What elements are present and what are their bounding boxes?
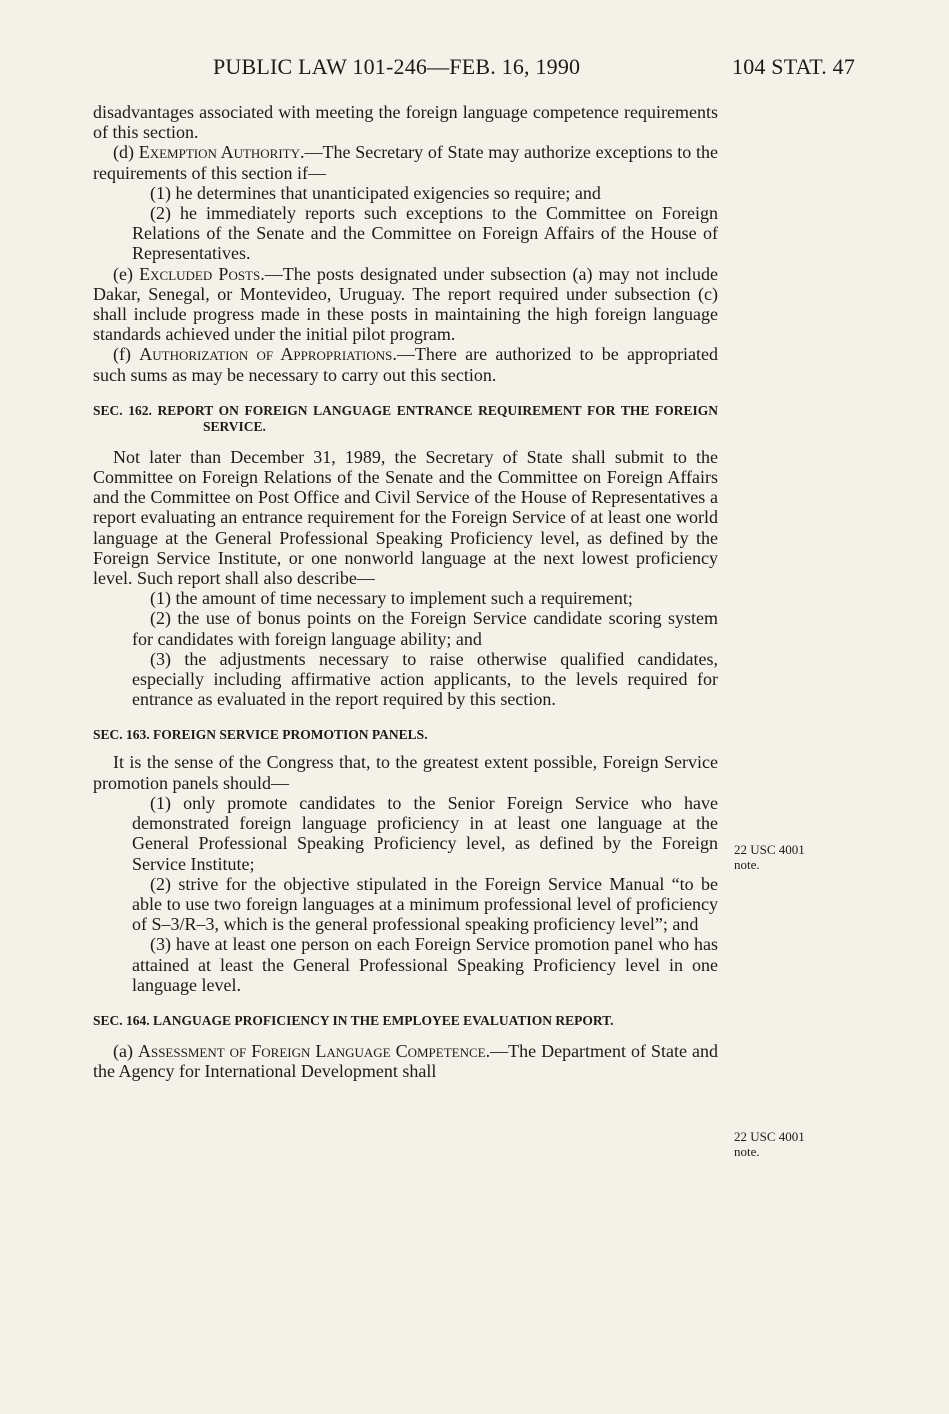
subsection-d-item-2: (2) he immediately reports such exceptions to the Committee on Foreign Relations of the Senate and the Committee on Foreign Affairs of the House of Representatives. [132,203,718,264]
margin-note-sec-163-note: note. [734,856,760,872]
section-164-heading: SEC. 164. LANGUAGE PROFICIENCY IN THE EMPLOYEE EVALUATION REPORT. [93,1012,614,1028]
margin-note-sec-164-citation: 22 USC 4001 [734,1129,805,1144]
subsection-e: (e) Excluded Posts.—The posts designated under subsection (a) may not include Dakar, Senegal, or Montevideo, Uruguay. The report required under subsection (c) shall include progress made in these posts in maintaining the high foreign language standards achieved under the initial pilot program. [93,263,718,345]
section-163-item-2: (2) strive for the objective stipulated in the Foreign Service Manual “to be able to use two foreign languages at a minimum professional level of proficiency of S–3/R–3, which is the general professional speaking proficiency level”; and [132,873,718,935]
section-163-item-1: (1) only promote candidates to the Senior Foreign Service who have demonstrated foreign language proficiency in at least one language at the General Professional Speaking Proficiency level, as defined by the Foreign Service Institute; [132,792,718,874]
subsection-f-text: There are authorized to be appropriated such sums as may be necessary to carry out this section. [93,344,718,385]
section-163-body: It is the sense of the Congress that, to the greatest extent possible, Foreign Service promotion panels should— [93,752,718,793]
margin-note-sec-163-citation: 22 USC 4001 [734,842,805,857]
subsection-d-heading: Exemption Authority [138,142,301,163]
section-162-item-3: (3) the adjustments necessary to raise otherwise qualified candidates, especially including affirmative action applicants, to the levels required for entrance as evaluated in the report required by this section. [132,648,718,710]
running-head [0,54,949,84]
margin-note-sec-164-note: note. [734,1143,760,1159]
section-162-item-2: (2) the use of bonus points on the Foreign Service candidate scoring system for candidates with foreign language ability; and [132,608,718,649]
section-162-body: Not later than December 31, 1989, the Secretary of State shall submit to the Committee on Foreign Relations of the Senate and the Committee on Foreign Affairs and the Committee on Post Office and Civil Service of the House of Representatives a report evaluating an entrance requirement for the Foreign Service of at least one world language at the General Professional Speaking Proficiency level, as defined by the Foreign Service Institute, or one nonworld language at the next lowest proficiency level. Such report shall also describe— [93,446,718,589]
margin-note-sec-163 [734,843,854,872]
section-163-item-3: (3) have at least one person on each Foreign Service promotion panel who has attained at least the General Professional Speaking Proficiency level in one language level. [132,934,718,995]
section-162-item-1: (1) the amount of time necessary to implement such a requirement; [150,588,633,609]
page-title: PUBLIC LAW 101-246—FEB. 16, 1990 [213,54,581,79]
section-163-heading: SEC. 163. FOREIGN SERVICE PROMOTION PANELS. [93,727,428,743]
section-164-subsection-a: (a) Assessment of Foreign Language Competence.—The Department of State and the Agency for International Development shall [93,1040,718,1082]
continued-paragraph: disadvantages associated with meeting the foreign language competence requirements of this section. [93,102,718,143]
subsection-d-item-1: (1) he determines that unanticipated exigencies so require; and [150,182,601,203]
subsection-a-heading: Assessment of Foreign Language Competence [137,1040,486,1061]
section-162-heading: SEC. 162. REPORT ON FOREIGN LANGUAGE ENTRANCE REQUIREMENT FOR THE FOREIGN SERVICE. [93,402,718,434]
statute-page-number: 104 STAT. 47 [732,54,856,79]
subsection-a-text: The Department of State and the Agency for International Development shall [93,1040,718,1082]
margin-note-sec-164 [734,1130,854,1159]
subsection-e-heading: Excluded Posts [139,263,261,284]
subsection-d-text: The Secretary of State may authorize exceptions to the requirements of this section if— [93,142,718,183]
subsection-f: (f) Authorization of Appropriations.—There are authorized to be appropriated such sums as may be necessary to carry out this section. [93,344,718,385]
subsection-e-text: The posts designated under subsection (a) may not include Dakar, Senegal, or Montevideo, Uruguay. The report required under subsection (c) shall include progress made in these posts in maintaining the high foreign language standards achieved under the initial pilot program. [93,263,718,345]
page-body [93,102,718,1081]
subsection-d: (d) Exemption Authority.—The Secretary of State may authorize exceptions to the requirements of this section if— [93,142,718,183]
subsection-f-heading: Authorization of Appropriations [139,344,393,365]
